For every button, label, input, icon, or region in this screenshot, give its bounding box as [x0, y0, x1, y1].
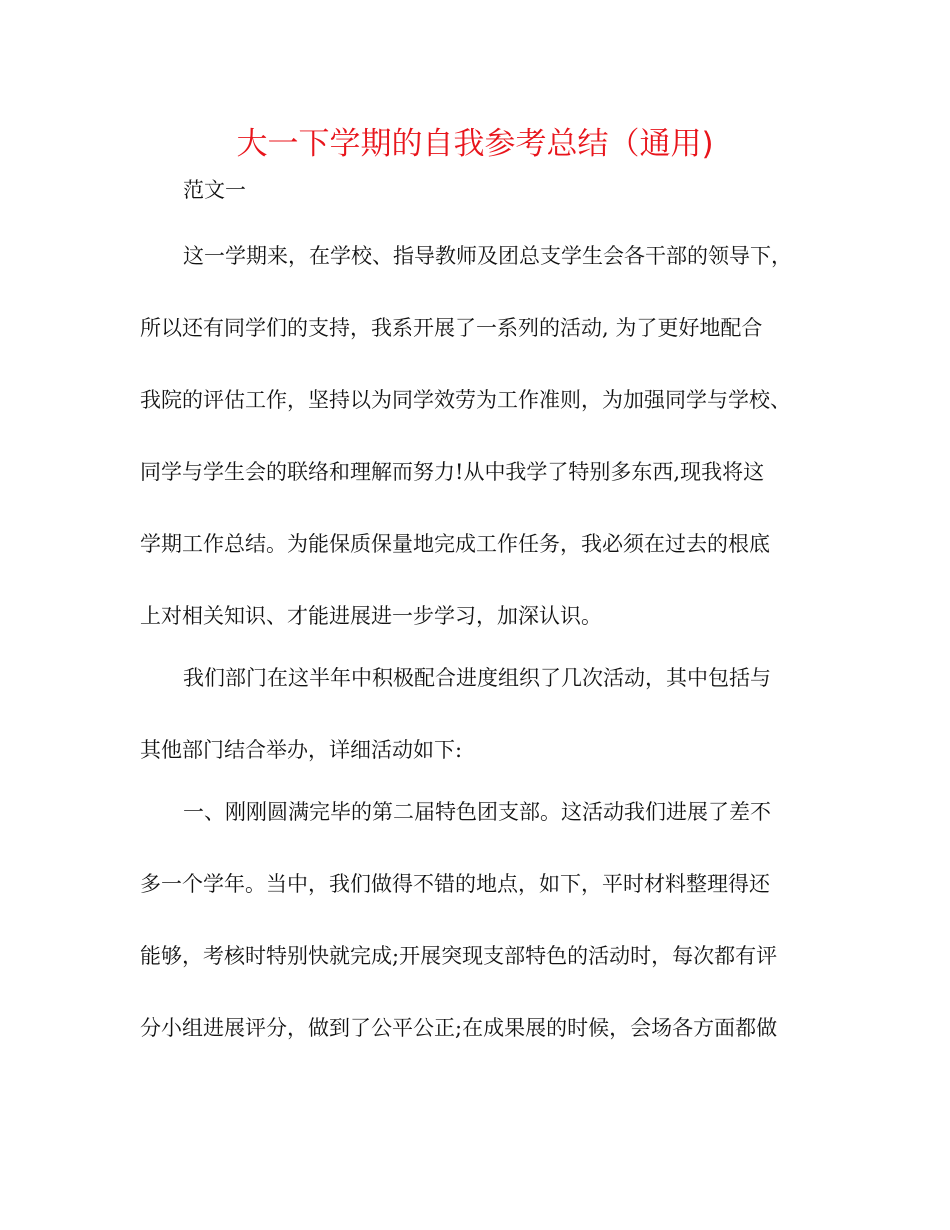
paragraph-line: 能够，考核时特别快就完成;开展突现支部特色的活动时，每次都有评	[140, 944, 778, 968]
paragraph-line: 一、刚刚圆满完毕的第二届特色团支部。这活动我们进展了差不	[183, 800, 771, 824]
paragraph-line: 我们部门在这半年中积极配合进度组织了几次活动，其中包括与	[183, 666, 771, 690]
paragraph-line: 学期工作总结。为能保质保量地完成工作任务，我必须在过去的根底	[140, 532, 770, 556]
paragraph-line: 这一学期来，在学校、指导教师及团总支学生会各干部的领导下，	[183, 244, 792, 268]
paragraph-line: 上对相关知识、才能进展进一步学习，加深认识。	[140, 604, 602, 628]
paragraph-line: 分小组进展评分，做到了公平公正;在成果展的时候，会场各方面都做	[140, 1016, 778, 1040]
paragraph-line: 多一个学年。当中，我们做得不错的地点，如下，平时材料整理得还	[140, 872, 770, 896]
subheading: 范文一	[183, 178, 246, 202]
paragraph-line: 我院的评估工作，坚持以为同学效劳为工作准则，为加强同学与学校、	[140, 388, 791, 412]
paragraph-line: 同学与学生会的联络和理解而努力!从中我学了特别多东西,现我将这	[140, 460, 765, 484]
paragraph-line: 其他部门结合举办，详细活动如下:	[140, 738, 463, 762]
paragraph-line: 所以还有同学们的支持，我系开展了一系列的活动, 为了更好地配合	[140, 316, 763, 340]
document-title: 大一下学期的自我参考总结（通用)	[236, 126, 714, 162]
